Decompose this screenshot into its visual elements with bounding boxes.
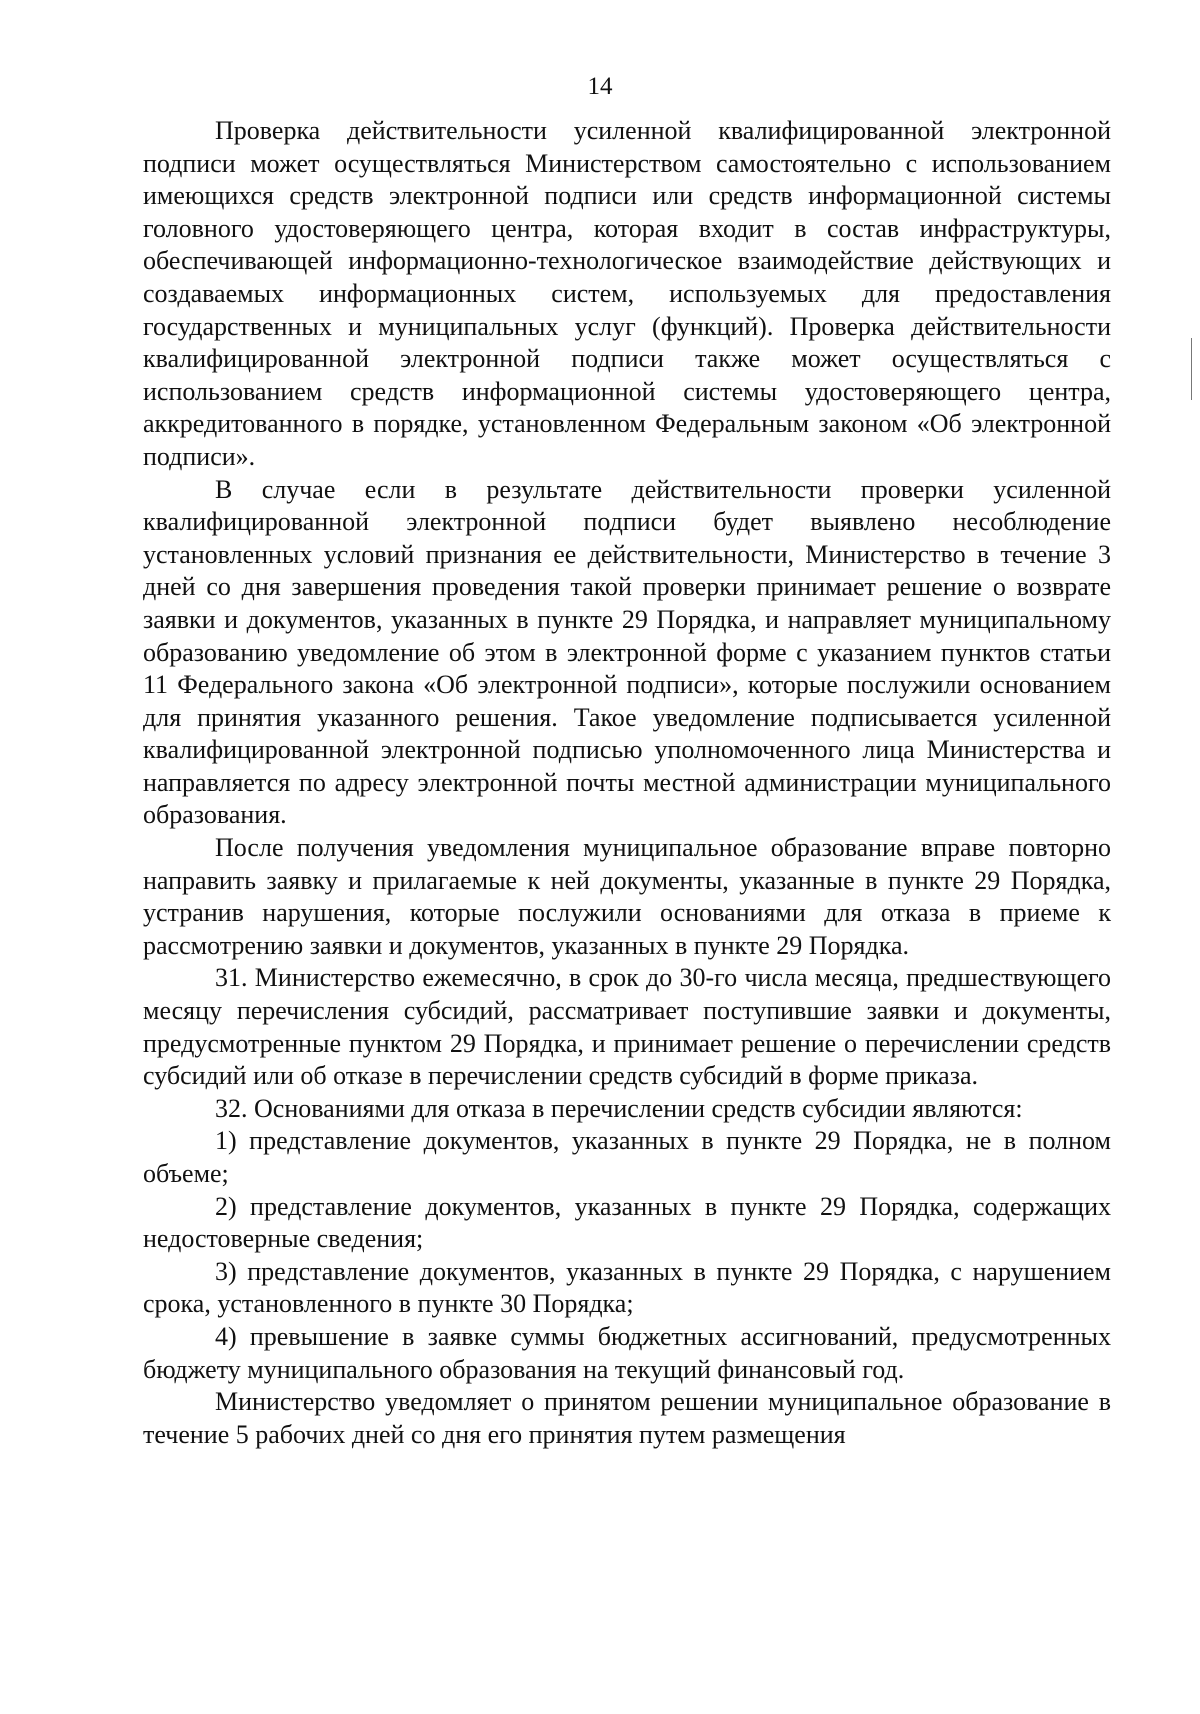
paragraph-verification-failure: В случае если в результате действительности проверки усиленной квалифицированной электронной подписи будет выявлено несоблюдение установленных условий признания ее действительности, Министерство в течение 3 дней со дня завершения проведения такой проверки принимает решение о возврате заявки и документов, указанных в пункте 29 Порядка, и направляет муниципальному образованию уведомление об этом в электронной форме с указанием пунктов статьи 11 Федерального закона «Об электронной подписи», которые послужили основанием для принятия указанного решения. Такое уведомление подписывается усиленной квалифицированной электронной подписью уполномоченного лица Министерства и направляется по адресу электронной почты местной администрации муниципального образования.	[143, 474, 1111, 830]
document-body	[143, 115, 1111, 1451]
paragraph-signature-verification: Проверка действительности усиленной квалифицированной электронной подписи может осуществляться Министерством самостоятельно с использованием имеющихся средств электронной подписи или средств информационной системы головного удостоверяющего центра, которая входит в состав инфраструктуры, обеспечивающей информационно-технологическое взаимодействие действующих и создаваемых информационных систем, используемых для предоставления государственных и муниципальных услуг (функций). Проверка действительности квалифицированной электронной подписи также может осуществляться с использованием средств информационной системы удостоверяющего центра, аккредитованного в порядке, установленном Федеральным законом «Об электронной подписи».	[143, 116, 1111, 471]
list-item-3: 3) представление документов, указанных в пункте 29 Порядка, с нарушением срока, установленного в пункте 30 Порядка;	[143, 1256, 1111, 1319]
paragraph-notification: Министерство уведомляет о принятом решении муниципальное образование в течение 5 рабочих дней со дня его принятия путем размещения	[143, 1387, 1111, 1449]
scan-margin-mark	[1191, 338, 1192, 400]
paragraph-resubmission: После получения уведомления муниципальное образование вправе повторно направить заявку и прилагаемые к ней документы, указанные в пункте 29 Порядка, устранив нарушения, которые послужили основаниями для отказа в приеме к рассмотрению заявки и документов, указанных в пункте 29 Порядка.	[143, 833, 1111, 960]
list-item-2: 2) представление документов, указанных в пункте 29 Порядка, содержащих недостоверные сведения;	[143, 1191, 1111, 1254]
list-item-1: 1) представление документов, указанных в пункте 29 Порядка, не в полном объеме;	[143, 1126, 1111, 1188]
paragraph-item-31: 31. Министерство ежемесячно, в срок до 30-го числа месяца, предшествующего месяцу перечисления субсидий, рассматривает поступившие заявки и документы, предусмотренные пунктом 29 Порядка, и принимает решение о перечислении средств субсидий или об отказе в перечислении средств субсидий в форме приказа.	[143, 963, 1111, 1091]
paragraph-item-32: 32. Основаниями для отказа в перечислении средств субсидии являются:	[215, 1093, 1023, 1123]
page-number: 14	[587, 73, 613, 100]
list-item-4: 4) превышение в заявке суммы бюджетных ассигнований, предусмотренных бюджету муниципального образования на текущий финансовый год.	[143, 1321, 1111, 1384]
